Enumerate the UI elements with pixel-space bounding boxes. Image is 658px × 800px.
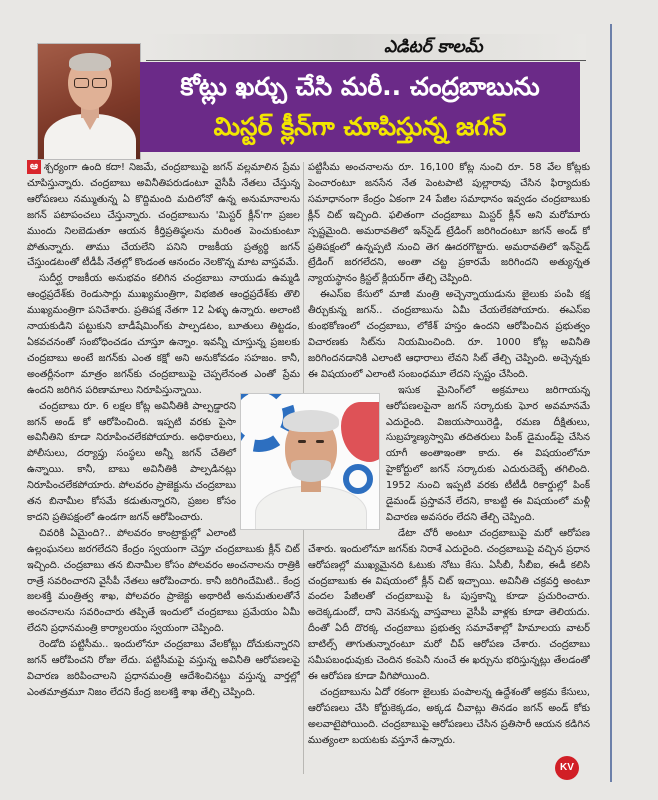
headline-banner — [140, 62, 580, 152]
column-label: ఎడిటర్ కాలమ్ — [384, 37, 483, 57]
author-hair — [69, 53, 111, 71]
column-header — [146, 34, 586, 61]
subject-eye-left — [298, 440, 306, 443]
author-photo — [37, 43, 141, 160]
blue-logo-ring — [343, 464, 373, 494]
author-glasses-right — [92, 78, 107, 88]
paragraph: చివరికి ఏమైంది?.. పోలవరం కాంట్రాక్టుల్లో ఎలాంటి ఉల్లంఘనలు జరగలేదని కేంద్రం స్వయంగా చెప్తూ చంద్రబాబుకు క్లీన్ చిట్ ఇచ్చింది. చంద్రబాబు తన బినామీల కోసం పోలవరం అంచనాలను రాత్రికి రాత్రే సవరించారని వైసీపీ నేతలు ఆరోపించారు. కానీ జరిగిందేమిటి.. కేంద్ర జలశక్తి మంత్రిత్వ శాఖ, పోలవరం ప్రాజెక్టు అథారిటీ అనుమతులతోనే అంచనాలను సవరించారు తప్పితే ఇందులో చంద్రబాబు ప్రమేయం ఏమీ లేదని ప్రధానమంత్రి కార్యాలయం స్వయంగా చెప్పింది. — [27, 527, 300, 635]
subject-shirt — [255, 486, 367, 530]
subject-photo — [240, 393, 380, 530]
page-edge-line — [610, 24, 612, 782]
paragraph: ఇసుక మైనింగ్‌లో అక్రమాలు జరిగాయన్న ఆరోపణలపైనా జగన్ సర్కారుకు ఘోర అవమానమే ఎదురైంది. విజయసాయిరెడ్డి, రమణ దీక్షితులు, సుబ్రహ్మణ్యస్వామి తదితరులు పింక్ డైమండ్‌పై చేసిన యాగీ అంతాఇంతా కాదు. ఈ విషయంలోనూ హైకోర్టులో జగన్ సర్కారుకు ఎదురుదెబ్బే తగిలింది. 1952 నుంచి ఇప్పటి వరకు టీటీడీ రికార్డుల్లో పింక్ డైమండ్ ప్రస్తావనే లేదని, కాబట్టి ఈ విషయంలో మళ్లీ విచారణ అవసరం లేదని తేల్చి చెప్పింది. — [386, 384, 590, 523]
subject-eye-right — [316, 440, 324, 443]
paragraph: పట్టిసీమ అంచనాలను రూ. 16,100 కోట్ల నుంచి రూ. 58 వేల కోట్లకు పెంచారంటూ జనసేన నేత పెంటపాటి పుల్లారావు చేసిన ఫిర్యాదుకు సమాధానంగా కేంద్రం ఏకంగా 24 పేజీల సమాధానం ఇవ్వడం చంద్రబాబుకు క్లీన్ చిట్ ఇచ్చింది. ఫలితంగా చంద్రబాబు మిస్టర్ క్లీన్ అని మరోమారు స్పష్టమైంది. అమరావతిలో ఇన్‌సైడ్ ట్రేడింగ్ జరిగిందంటూ జగన్ అండ్ కో ప్రతిపక్షంలో ఉన్నప్పటి నుంచి తెగ ఊదరగొట్టారు. అమరావతిలో ఇన్‌సైడ్ ట్రేడింగ్ జరగలేదని, అంతా చట్ట ప్రకారమే జరిగిందని అత్యున్నత న్యాయస్థానం క్రిస్టల్ క్లియర్‌గా తేల్చి చెప్పింది. — [308, 162, 590, 285]
paragraph: చంద్రబాబు రూ. 6 లక్షల కోట్ల అవినీతికి పాల్పడ్డారని జగన్ అండ్ కో ఆరోపించింది. ఇప్పటి వరకు పైసా అవినీతిని కూడా నిరూపించలేకపోయారు. అధికారులు, పోలీసులు, దర్యాప్తు సంస్థలు అన్నీ జగన్ చేతిలో ఉన్నాయి. కానీ, బాబు అవినీతికి పాల్పడినట్లు నిరూపించలేకపోయారు. పోలవరం ప్రాజెక్టును చంద్రబాబు తన బినామీల కోసమే కడుతున్నారని, ప్రజల కోసం కాదని ప్రతిపక్షంలో ఉండగా జగన్ ఆరోపించారు. — [27, 400, 237, 523]
paragraph: చంద్రబాబును ఏదో రకంగా జైలుకు పంపాలన్న ఉద్దేశంతో అక్రమ కేసులు, ఆరోపణలు చేసి కోర్టుకెక్కడం, అక్కడ చీవాట్లు తినడం జగన్ అండ్ కోకు అలవాటైపోయింది. చంద్రబాబుపై ఆరోపణలు చేసిన ప్రతిసారీ ఆయన కడిగిన ముత్యంలా బయటకు వస్తూనే ఉన్నారు. — [308, 686, 590, 746]
paragraph: డేటా చోరీ అంటూ చంద్రబాబుపై మరో ఆరోపణ చేశారు. ఇందులోనూ జగన్‌కు నిరాశే ఎదురైంది. చంద్రబాబుపై వచ్చిన ప్రధాన ఆరోపణల్లో ముఖ్యమైనది ఓటుకు నోటు కేసు. ఏసీబీ, సీబీఐ, ఈడీ కలిసి చంద్రబాబుకు ఈ విషయంలో క్లీన్ చిట్ ఇచ్చాయి. అవినీతి చక్రవర్తి అంటూ వందల పేజీలతో చంద్రబాబుపై ఓ పుస్తకాన్ని కూడా ప్రచురించారు. అదెక్కడుందో, దాని వెనకున్న వాస్తవాలు వైసీపీ వాళ్లకు కూడా తెలియదు. దీంతో ఏదీ దొరక్క చంద్రబాబు ప్రభుత్వ సమావేశాల్లో హిమాలయ వాటర్ బాటిల్స్ తాగుతున్నారంటూ మరో చీప్ ఆరోపణ చేశారు. చంద్రబాబు సమీపబంధువుకు చెందిన కంపెనీ నుంచే ఈ ఖర్చును భరిస్తున్నట్లు తేలడంతో ఈ ఆరోపణ కూడా వీగిపోయింది. — [308, 527, 590, 682]
paragraph: రెండోది పట్టిసీమ.. ఇందులోనూ చంద్రబాబు వేలకోట్లు దోచుకున్నారని జగన్ ఆరోపించని రోజు లేదు. పట్టిసీమపై వస్తున్న అవినీతి ఆరోపణలపై విచారణ జరిపించాలని ప్రధానమంత్రి ఆదేశించినట్టు వస్తున్న వార్తల్లో ఎంతమాత్రమూ నిజం లేదని కేంద్ర జలశక్తి శాఖ తేల్చి చెప్పింది. — [27, 639, 300, 698]
paragraph: సుదీర్ఘ రాజకీయ అనుభవం కలిగిన చంద్రబాబు నాయుడు ఉమ్మడి ఆంధ్రప్రదేశ్‌కు రెండుసార్లు ముఖ్యమంత్రిగా, విభజిత ఆంధ్రప్రదేశ్‌కు తొలి ముఖ్యమంత్రిగా పనిచేశారు. ప్రతిపక్ష నేతగా 12 ఏళ్ళు ఉన్నారు. అలాంటి నాయకుడిని పట్టుకుని బాడీషేమింగ్‌కు పాల్పడటం, బూతులు తిట్టడం, ఏకవచనంతో సంబోధించడం చూస్తూ ఉన్నాం. ఇవన్నీ చూస్తున్న ప్రజలకు చంద్రబాబు అంటే జగన్‌కు ఎంత కక్షో అని అనుకోవడం సహజం. కానీ, అంతర్లీనంగా మాత్రం జగన్‌కు చంద్రబాబుపై చెప్పలేనంత ఎంతో ప్రేమ ఉందని జరిగిన పరిణామాలు నిరూపిస్తున్నాయి. — [27, 273, 300, 396]
kv-logo: KV — [555, 756, 579, 780]
headline-line-1: కోట్లు ఖర్చు చేసి మరీ.. చంద్రబాబును — [180, 72, 540, 101]
drop-cap: ఆ — [27, 160, 41, 174]
author-glasses-left — [74, 78, 89, 88]
headline-line-2: మిస్టర్ క్లీన్‌గా చూపిస్తున్న జగన్ — [213, 112, 507, 141]
author-collar — [81, 114, 99, 130]
subject-hair — [283, 410, 339, 432]
paragraph: ఈఎస్ఐ కేసులో మాజీ మంత్రి అచ్చెన్నాయుడును జైలుకు పంపి కక్ష తీర్చుకున్న జగన్.. చంద్రబాబును ఏమీ చేయలేకపోయారు. ఈఎస్ఐ కుంభకోణంలో చంద్రబాబు, లోకేశ్ హస్తం ఉందని ఆరోపించిన ప్రభుత్వం విచారణకు సిట్‌ను నియమించింది. రూ. 1000 కోట్ల అవినీతి జరిగిందనడానికి ఎలాంటి ఆధారాలు లేవని సిట్ తేల్చి చెప్పింది. అచ్చెన్నకు ఈ విషయంలో ఎలాంటి సంబంధమూ లేదని స్పష్టం చేసింది. — [308, 289, 590, 380]
red-logo-shape — [341, 402, 380, 462]
paragraph-text: శ్చర్యంగా ఉంది కదా! నిజమే, చంద్రబాబుపై జగన్ వల్లమాలిన ప్రేమ చూపిస్తున్నారు. చంద్రబాబు అవినీతిపరుడంటూ వైసీపీ నేతలు చేస్తున్న ఆరోపణలు నమ్ముతున్న ఏ కొద్దిమంది మదిలోనో ఉన్న అనుమానాలను జగన్ పటాపంచలు చేస్తున్నారు. చంద్రబాబును 'మిస్టర్ క్లీన్'గా ప్రజల ముందు నిలబెడుతూ ఆయన కీర్తిప్రతిష్ఠలను మరింత పెంచుకుంటూ పోతున్నారు. తాము చేయలేని పనిని రాజకీయ ప్రత్యర్థి జగన్ చేస్తుండటంతో టీడీపీ నేతల్లో కొండంత ఆనందం నెలకొన్న మాట వాస్తవమే. — [27, 162, 300, 269]
paragraph — [27, 160, 300, 271]
subject-beard — [291, 460, 331, 482]
